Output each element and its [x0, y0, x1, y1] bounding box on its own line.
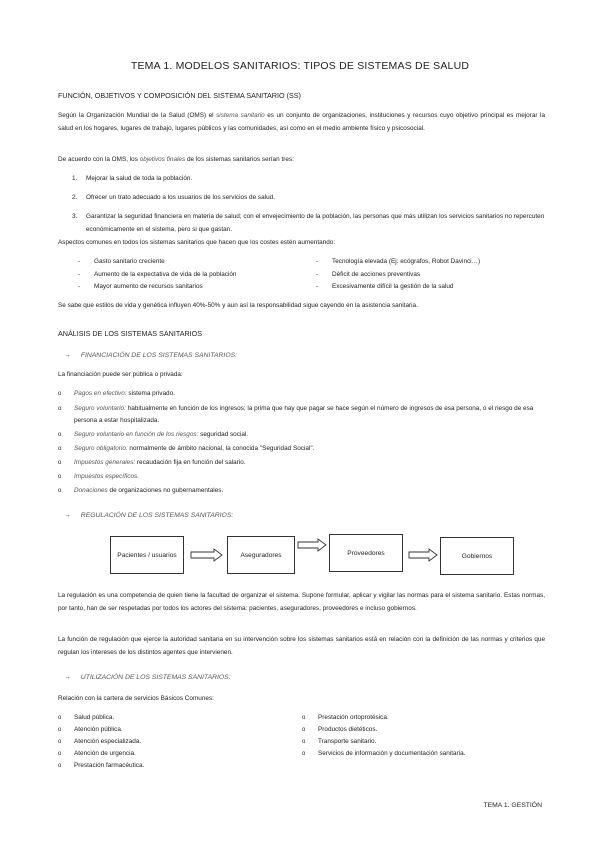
common-aspects-left [78, 256, 298, 294]
bullet-icon: o [58, 460, 62, 466]
flow-box-insurers: Aseguradores [227, 536, 295, 574]
common-aspects-right [316, 256, 546, 294]
section-heading-function: FUNCIÓN, OBJETIVOS Y COMPOSICIÓN DEL SISTEMA SANITARIO (SS) [58, 91, 301, 100]
financing-heading: → FINANCIACIÓN DE LOS SISTEMAS SANITARIOS: [64, 352, 238, 359]
financing-intro: La financiación puede ser pública o privada: [58, 371, 183, 378]
regulation-paragraph-2: La función de regulación que ejerce la autoridad sanitaria en su intervención sobre los sistemas sanitarios está en relación con la definición de las normas y criterios que regulan los intereses de los distintos agentes que intervienen. [58, 636, 545, 656]
page-title: TEMA 1. MODELOS SANITARIOS: TIPOS DE SISTEMAS DE SALUD [130, 60, 470, 72]
arrow-right-icon: → [64, 352, 71, 359]
bullet-icon: o [58, 727, 62, 733]
flow-arrow-icon [408, 548, 438, 562]
page-footer: TEMA 1. GESTIÓN [483, 802, 542, 809]
bullet-icon: o [58, 739, 62, 745]
utilization-heading: → UTILIZACIÓN DE LOS SISTEMAS SANITARIOS: [64, 674, 231, 681]
regulation-heading: → REGULACIÓN DE LOS SISTEMAS SANITARIOS: [64, 512, 234, 519]
flow-box-patients: Pacientes / usuarios [110, 536, 184, 574]
bullet-icon: o [302, 739, 306, 745]
section-heading-analysis: ANÁLISIS DE LOS SISTEMAS SANITARIOS [58, 329, 203, 338]
bullet-icon: o [302, 715, 306, 721]
bullet-icon: o [58, 763, 62, 769]
list-item: - Aumento de la expectativa de vida de la población [78, 270, 237, 278]
bullet-icon: o [58, 715, 62, 721]
list-item: - Déficit de acciones preventivas [316, 270, 421, 278]
bullet-icon: o [58, 474, 62, 480]
flow-box-governments: Gobiernos [440, 537, 514, 575]
list-item: - Gasto sanitario creciente [78, 258, 165, 265]
bullet-icon: o [302, 727, 306, 733]
flow-arrow-icon [190, 548, 224, 562]
arrow-right-icon: → [64, 512, 71, 519]
bullet-icon: o [58, 432, 62, 438]
bullet-icon: o [302, 751, 306, 757]
regulation-paragraph-1: La regulación es una competencia de quien tiene la facultad de organizar el sistema. Supone formular, aplicar y vigilar las normas para el sistema sanitario. Estas normas, por tanto, han de ser respetadas por todos los actores del sistema: pacientes, aseguradores, proveedores e incluso gobiernos. [58, 592, 545, 612]
common-aspects-intro: Aspectos comunes en todos los sistemas sanitarios que hacen que los costes estén aumentando: [58, 239, 336, 246]
bullet-icon: o [58, 488, 62, 494]
bullet-icon: o [58, 751, 62, 757]
intro-paragraph: Según la Organización Mundial de la Salud (OMS) el sistema sanitario es un conjunto de organizaciones, instituciones y recursos cuyo objetivo principal es mejorar la salud en los hogares, lugares de trabajo, lugares públicos y las comunidades, así como en el medio ambiente físico y psicosocial. [58, 112, 546, 132]
flow-box-providers: Proveedores [329, 534, 403, 572]
arrow-right-icon: → [64, 674, 71, 681]
lifestyle-note: Se sabe que estilos de vida y genética influyen 40%-50% y aun así la responsabilidad sigue cayendo en la asistencia sanitaria. [58, 302, 418, 309]
bullet-icon: o [58, 406, 62, 412]
list-item: - Tecnología elevada (Ej: ecógrafos, Robot Davinci…) [316, 258, 481, 265]
list-item: - Excesivamente difícil la gestión de la salud [316, 283, 454, 290]
objectives-intro: De acuerdo con la OMS, los objetivos finales de los sistemas sanitarios serían tres: [58, 156, 294, 163]
flow-arrow-icon [297, 538, 327, 552]
bullet-icon: o [58, 391, 62, 397]
utilization-intro: Relación con la cartera de servicios Básicos Comunes: [58, 695, 214, 702]
list-item: - Mayor aumento de recursos sanitarios [78, 283, 203, 290]
bullet-icon: o [58, 446, 62, 452]
